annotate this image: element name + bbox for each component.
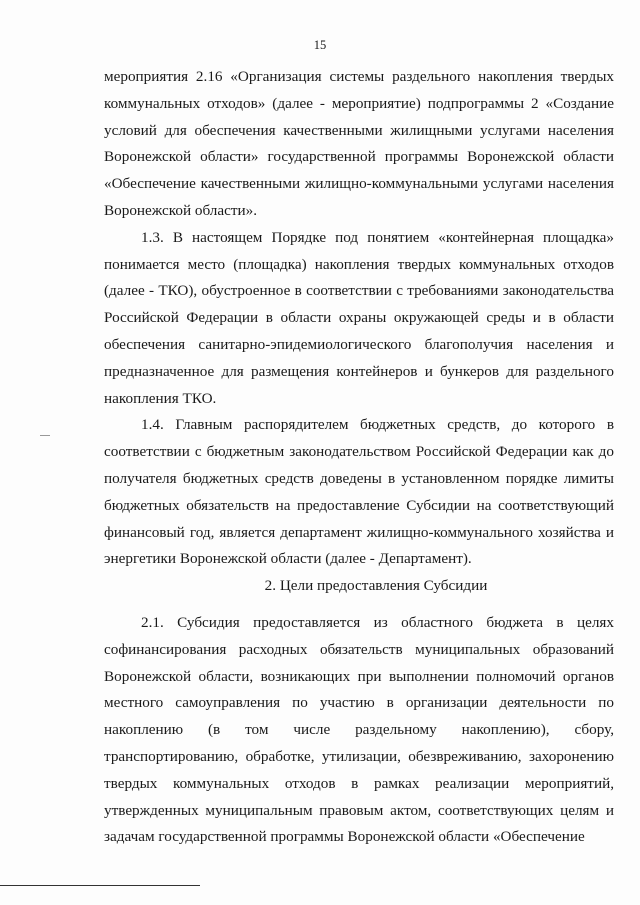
section-heading: 2. Цели предоставления Субсидии bbox=[264, 577, 488, 595]
paragraph-1-4: 1.4. Главным распорядителем бюджетных средств, до которого в соответствии с бюджетным законодательством Российской Федерации как до получателя бюджетных средств доведены в установленном порядке лимиты бюджетных обязательств на предоставление Субсидии на соответствующий финансовый год, является департамент жилищно-коммунального хозяйства и энергетики Воронежской области (далее - Департамент). bbox=[104, 416, 614, 568]
paragraph-1-3: 1.3. В настоящем Порядке под понятием «контейнерная площадка» понимается место (площадка) накопления твердых коммунальных отходов (далее - ТКО), обустроенное в соответствии с требованиями законодательства Российской Федерации в области охраны окружающей среды и в области обеспечения санитарно-эпидемиологического благополучия населения и предназначенное для размещения контейнеров и бункеров для раздельного накопления ТКО. bbox=[104, 228, 614, 407]
page-number: 15 bbox=[313, 38, 327, 52]
document-body bbox=[104, 64, 614, 851]
margin-mark bbox=[40, 435, 50, 436]
footnote-divider bbox=[0, 885, 200, 886]
paragraph-2-1: 2.1. Субсидия предоставляется из областного бюджета в целях софинансирования расходных обязательств муниципальных образований Воронежской области, возникающих при выполнении полномочий органов местного самоуправления по участию в организации деятельности по накоплению (в том числе раздельному накоплению), сбору, транспортированию, обработке, утилизации, обезвреживанию, захоронению твердых коммунальных отходов в рамках реализации мероприятий, утвержденных муниципальным правовым актом, соответствующих целям и задачам государственной программы Воронежской области «Обеспечение bbox=[104, 613, 614, 846]
paragraph-continuation: мероприятия 2.16 «Организация системы раздельного накопления твердых коммунальных отходов» (далее - мероприятие) подпрограммы 2 «Создание условий для обеспечения качественными жилищными услугами населения Воронежской области» государственной программы Воронежской области «Обеспечение качественными жилищно-коммунальными услугами населения Воронежской области». bbox=[104, 68, 614, 219]
